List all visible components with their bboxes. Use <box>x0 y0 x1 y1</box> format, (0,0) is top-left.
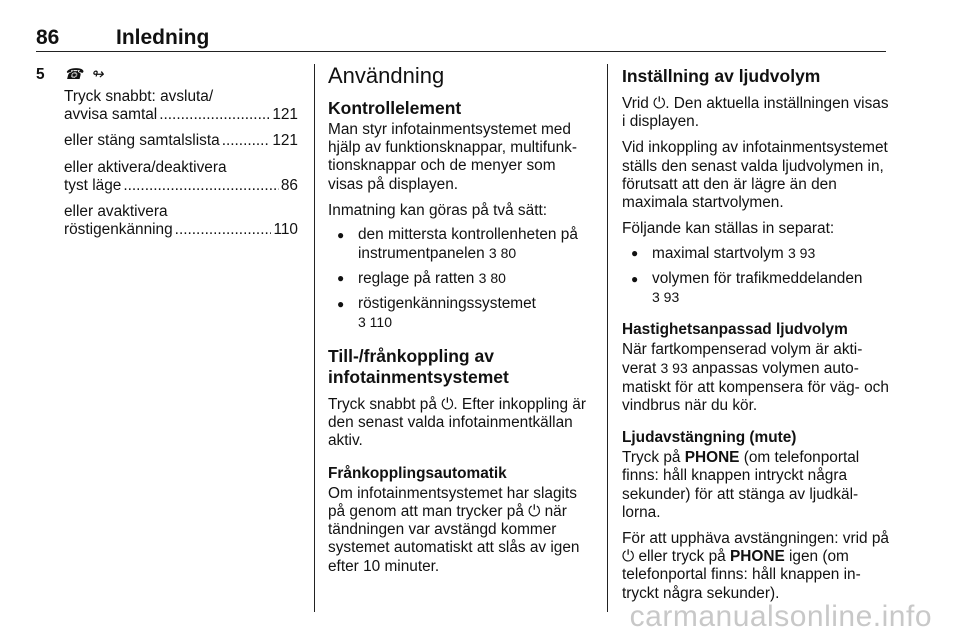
page-reference: 3 93 <box>652 288 680 305</box>
bullet-item: ● volymen för trafikmeddelanden 3 93 <box>622 270 890 307</box>
toc-entry-page: 110 <box>273 221 298 239</box>
section-title: Användning <box>328 63 445 88</box>
page-reference: 3 80 <box>478 270 506 287</box>
heading-hastighetsanpassad: Hastighetsanpassad ljudvolym <box>622 321 848 339</box>
keyword-phone: PHONE <box>684 449 740 467</box>
item-entries <box>64 88 298 239</box>
bullet-list <box>622 244 890 307</box>
chapter-title: Inledning <box>116 26 210 49</box>
heading-ljudavstangning: Ljudavstängning (mute) <box>622 429 797 447</box>
toc-leader-dots <box>222 132 271 150</box>
keyword-phone: PHONE <box>729 548 785 566</box>
column-divider-2 <box>607 64 608 612</box>
column-divider-1 <box>314 64 315 612</box>
toc-entry-3 <box>64 159 298 195</box>
paragraph: När fartkompenserad volym är aktiverat 3 93 anpassas volymen automatiskt för att kompensera för väg- och vindbrus när du kör. <box>622 341 889 414</box>
paragraph: Man styr infotainmentsystemet med hjälp av funktionsknappar, multifunktionsknappar och de menyer som visas på displayen. <box>328 121 577 193</box>
heading-frankopplingsautomatik: Frånkopplingsautomatik <box>328 464 507 482</box>
page-number: 86 <box>36 26 60 49</box>
page-reference: 3 93 <box>660 360 688 377</box>
toc-entry-page: 121 <box>272 132 298 150</box>
paragraph: Tryck snabbt på ⏻. Efter inkoppling är den senast valda infotainmentkällan aktiv. <box>328 396 586 450</box>
paragraph: Tryck på PHONE (om telefonportal finns: håll knappen intryckt några sekunder) för att stänga av ljudkällorna. <box>622 449 860 521</box>
bullet-item: ● den mittersta kontrollenheten på instrumentpanelen 3 80 <box>328 226 592 263</box>
toc-entry-pre: eller avaktivera <box>64 203 168 221</box>
bullet-list <box>328 226 592 332</box>
paragraph: Följande kan ställas in separat: <box>622 220 835 238</box>
toc-entry-page: 86 <box>280 176 298 194</box>
toc-entry-2 <box>64 132 298 150</box>
page-reference: 3 80 <box>488 245 517 262</box>
toc-entry-page: 121 <box>272 106 298 124</box>
item-number: 5 <box>36 65 45 83</box>
toc-leader-dots <box>175 221 272 239</box>
heading-till-frankoppling: Till-/frånkoppling av infotainmentsystemet <box>328 346 509 388</box>
phone-hangup-icon: ☎ ↬ <box>64 65 106 83</box>
item-header <box>36 64 298 86</box>
toc-leader-dots <box>123 177 279 195</box>
toc-entry-pre: eller aktivera/deaktivera <box>64 158 227 176</box>
column-3 <box>622 64 890 603</box>
toc-entry-1 <box>64 88 298 124</box>
paragraph: Vid inkoppling av infotainmentsystemet ställs den senast valda ljudvolymen in, förutsatt att den är lägre än den maximala startvolymen. <box>622 139 888 212</box>
toc-entry-pre: Tryck snabbt: avsluta/ <box>64 88 214 105</box>
toc-entry-text: röstigenkänning <box>64 221 173 239</box>
toc-entry-4 <box>64 203 298 239</box>
paragraph: Vrid ⏻. Den aktuella inställningen visas i displayen. <box>622 95 889 131</box>
column-1 <box>36 64 298 239</box>
paragraph: För att upphäva avstängningen: vrid på ⏻ eller tryck på PHONE igen (om telefonportal finns: håll knappen intryckt några sekunder). <box>622 530 889 602</box>
toc-entry-text: eller stäng samtalslista <box>64 132 220 150</box>
bullet-item: ● röstigenkänningssystemet 3 110 <box>328 295 592 332</box>
heading-installning-ljudvolym: Inställning av ljudvolym <box>622 66 821 86</box>
toc-leader-dots <box>159 106 270 124</box>
paragraph: Om infotainmentsystemet har slagits på genom att man trycker på ⏻ när tändningen var avstängd kommer systemet automatiskt att slås av igen efter 10 minuter. <box>328 484 580 575</box>
watermark: carmanualsonline.info <box>629 600 932 633</box>
bullet-item: ● maximal startvolym 3 93 <box>622 244 890 263</box>
paragraph: Inmatning kan göras på två sätt: <box>328 201 548 219</box>
column-2 <box>328 64 592 576</box>
heading-kontrollelement: Kontrollelement <box>328 98 462 118</box>
toc-entry-text: tyst läge <box>64 176 122 194</box>
page-reference: 3 110 <box>358 313 392 330</box>
bullet-item: ● reglage på ratten 3 80 <box>328 269 592 288</box>
toc-entry-text: avvisa samtal <box>64 106 158 124</box>
page-header <box>36 26 886 52</box>
page-reference: 3 93 <box>787 245 816 262</box>
